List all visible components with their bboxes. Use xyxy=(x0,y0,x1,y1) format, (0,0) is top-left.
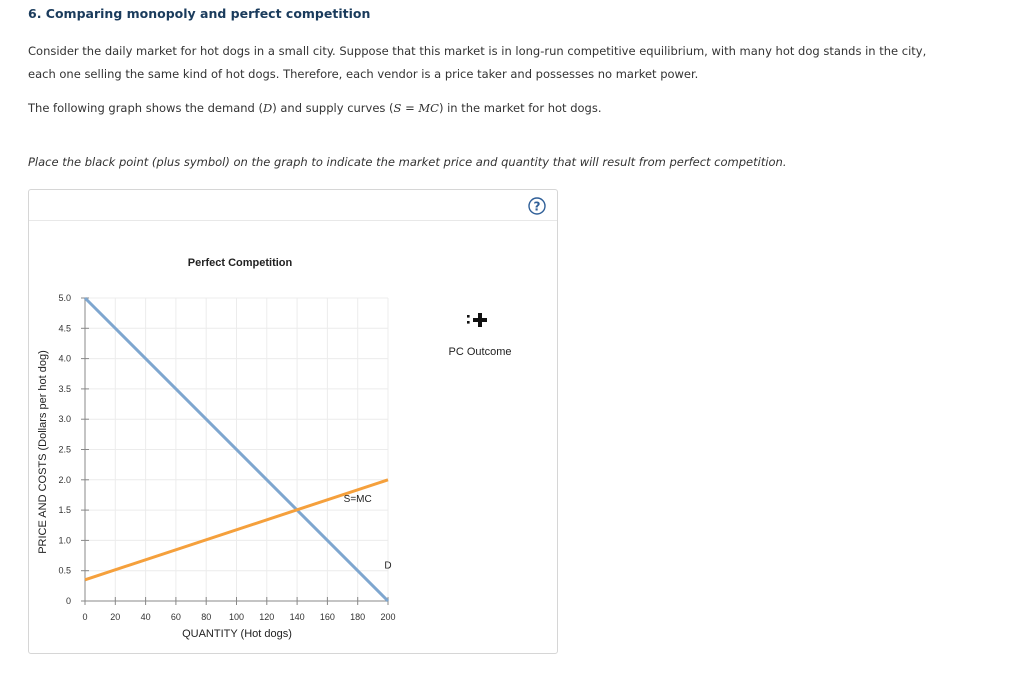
para2-prefix: The following graph shows the demand ( xyxy=(28,101,263,115)
supply-symbol: S xyxy=(393,101,402,115)
x-tick-label: 180 xyxy=(350,612,366,622)
para2-suffix: ) in the market for hot dogs. xyxy=(438,101,602,115)
y-tick-label: 3.5 xyxy=(58,383,71,394)
y-tick-label: 4.0 xyxy=(58,353,71,364)
tool-palette xyxy=(449,313,512,358)
question-title: 6. Comparing monopoly and perfect competition xyxy=(28,6,371,21)
plus-icon[interactable] xyxy=(467,313,487,327)
x-tick-label: 20 xyxy=(110,612,121,622)
y-tick-label: 3.0 xyxy=(58,414,71,425)
x-tick-label: 60 xyxy=(170,612,181,622)
para2-eq: = xyxy=(401,101,419,115)
y-tick-label: 0 xyxy=(65,596,71,606)
x-tick-label: 200 xyxy=(380,612,396,622)
y-tick-label: 1.5 xyxy=(58,505,71,516)
y-tick-label: 0.5 xyxy=(58,565,71,576)
pc-outcome-tool[interactable] xyxy=(449,313,512,358)
x-tick-label: 160 xyxy=(319,612,335,622)
mc-symbol: MC xyxy=(418,101,439,115)
y-tick-label: 4.5 xyxy=(58,323,71,334)
supply-curve-label: S=MC xyxy=(343,494,372,506)
demand-symbol: D xyxy=(262,101,273,115)
x-axis-label: QUANTITY (Hot dogs) xyxy=(182,628,292,640)
chart-title: Perfect Competition xyxy=(187,257,293,269)
pc-outcome-label: PC Outcome xyxy=(448,346,512,358)
svg-text:?: ? xyxy=(533,199,541,214)
x-tick-label: 80 xyxy=(201,612,212,622)
question-paragraph-context: Consider the daily market for hot dogs in a small city. Suppose that this market is in long-run competitive equilibrium, with many hot dog stands in the city, each one selling the same kind of hot dogs. Therefore, each vendor is a price taker and possesses no market power. xyxy=(28,44,927,81)
para2-mid: ) and supply curves ( xyxy=(272,101,394,115)
y-tick-label: 1.0 xyxy=(58,535,71,546)
y-tick-label: 2.5 xyxy=(58,444,71,455)
x-tick-label: 0 xyxy=(82,612,88,622)
demand-curve-label: D xyxy=(384,560,392,572)
x-tick-label: 40 xyxy=(140,612,151,622)
y-tick-label: 2.0 xyxy=(58,474,71,485)
x-tick-label: 140 xyxy=(289,612,305,622)
y-axis-label: PRICE AND COSTS (Dollars per hot dog) xyxy=(37,350,49,554)
y-tick-label: 5.0 xyxy=(58,293,71,303)
x-tick-label: 120 xyxy=(259,612,275,622)
x-tick-label: 100 xyxy=(228,612,245,622)
question-instruction: Place the black point (plus symbol) on the graph to indicate the market price and quantity that will result from perfect competition. xyxy=(28,155,787,169)
